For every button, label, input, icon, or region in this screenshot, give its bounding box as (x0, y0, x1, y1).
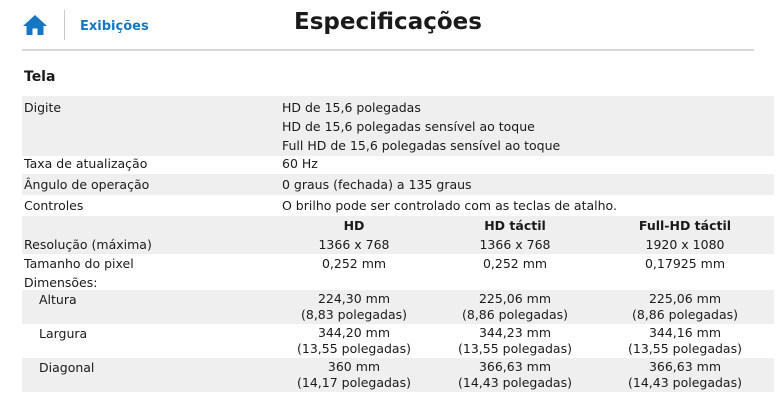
cell-inches: (8,83 polegadas) (300, 307, 407, 322)
cell-inches: (13,55 polegadas) (628, 341, 742, 356)
spec-label: Diagonal (39, 360, 95, 375)
table-cell: 0,17925 mm (644, 256, 726, 271)
cell-mm: 344,16 mm (648, 325, 722, 340)
header-rule (22, 49, 754, 51)
spec-label: Resolução (máxima) (24, 237, 152, 252)
spec-row-refresh (22, 153, 774, 174)
cell-mm: 225,06 mm (648, 291, 722, 306)
cell-inches: (14,17 polegadas) (297, 375, 411, 390)
spec-row-controls (22, 195, 774, 216)
spec-label: Largura (39, 326, 88, 341)
cell-mm: 224,30 mm (317, 291, 391, 306)
cell-inches: (13,55 polegadas) (458, 341, 572, 356)
spec-value: 0 graus (fechada) a 135 graus (282, 177, 472, 192)
table-cell: 0,252 mm (321, 256, 387, 271)
cell-mm: 344,20 mm (317, 325, 391, 340)
breadcrumb-link[interactable]: Exibições (80, 19, 149, 34)
column-header: HD (343, 218, 365, 233)
cell-mm: 344,23 mm (478, 325, 552, 340)
cell-mm: 366,63 mm (648, 359, 722, 374)
table-cell: 1366 x 768 (318, 237, 390, 252)
table-cell (269, 291, 439, 323)
resolution-header-row (22, 216, 774, 235)
spec-label: Dimensões: (24, 275, 98, 290)
table-cell (600, 359, 770, 391)
table-cell (430, 325, 600, 357)
spec-label: Altura (39, 292, 77, 307)
table-cell (600, 325, 770, 357)
cell-mm: 360 mm (327, 359, 381, 374)
spec-label: Tamanho do pixel (24, 256, 134, 271)
cell-mm: 366,63 mm (478, 359, 552, 374)
column-header: HD táctil (484, 218, 546, 233)
spec-row-angle (22, 174, 774, 195)
table-cell: 1920 x 1080 (645, 237, 725, 252)
page-title: Especificações (294, 9, 482, 35)
spec-value: HD de 15,6 polegadas sensível ao toque (282, 119, 535, 134)
column-header: Full-HD táctil (638, 218, 732, 233)
spec-row-width (22, 324, 774, 358)
table-cell (430, 291, 600, 323)
cell-mm: 225,06 mm (478, 291, 552, 306)
cell-inches: (8,86 polegadas) (461, 307, 568, 322)
spec-value: 60 Hz (282, 156, 318, 171)
spec-row-diagonal (22, 358, 774, 392)
table-cell: 1366 x 768 (479, 237, 551, 252)
spec-label: Ângulo de operação (24, 177, 150, 192)
spec-label: Taxa de atualização (24, 156, 148, 171)
spec-table (22, 96, 774, 406)
spec-value: O brilho pode ser controlado com as teclas de atalho. (282, 198, 617, 213)
spec-row-type (22, 96, 774, 156)
table-cell (430, 359, 600, 391)
spec-row-resolution (22, 235, 774, 254)
spec-row-pixel (22, 254, 774, 273)
table-cell: 0,252 mm (482, 256, 548, 271)
section-title: Tela (24, 69, 56, 85)
table-cell (269, 359, 439, 391)
spec-row-height (22, 290, 774, 324)
table-cell (600, 291, 770, 323)
table-cell (269, 325, 439, 357)
spec-value: HD de 15,6 polegadas (282, 100, 421, 115)
cell-inches: (13,55 polegadas) (297, 341, 411, 356)
spec-label: Controles (24, 198, 84, 213)
spec-label: Digite (24, 100, 62, 115)
spec-value: Full HD de 15,6 polegadas sensível ao toque (282, 138, 561, 153)
header (0, 0, 776, 50)
cell-inches: (14,43 polegadas) (458, 375, 572, 390)
cell-inches: (8,86 polegadas) (631, 307, 738, 322)
cell-inches: (14,43 polegadas) (628, 375, 742, 390)
